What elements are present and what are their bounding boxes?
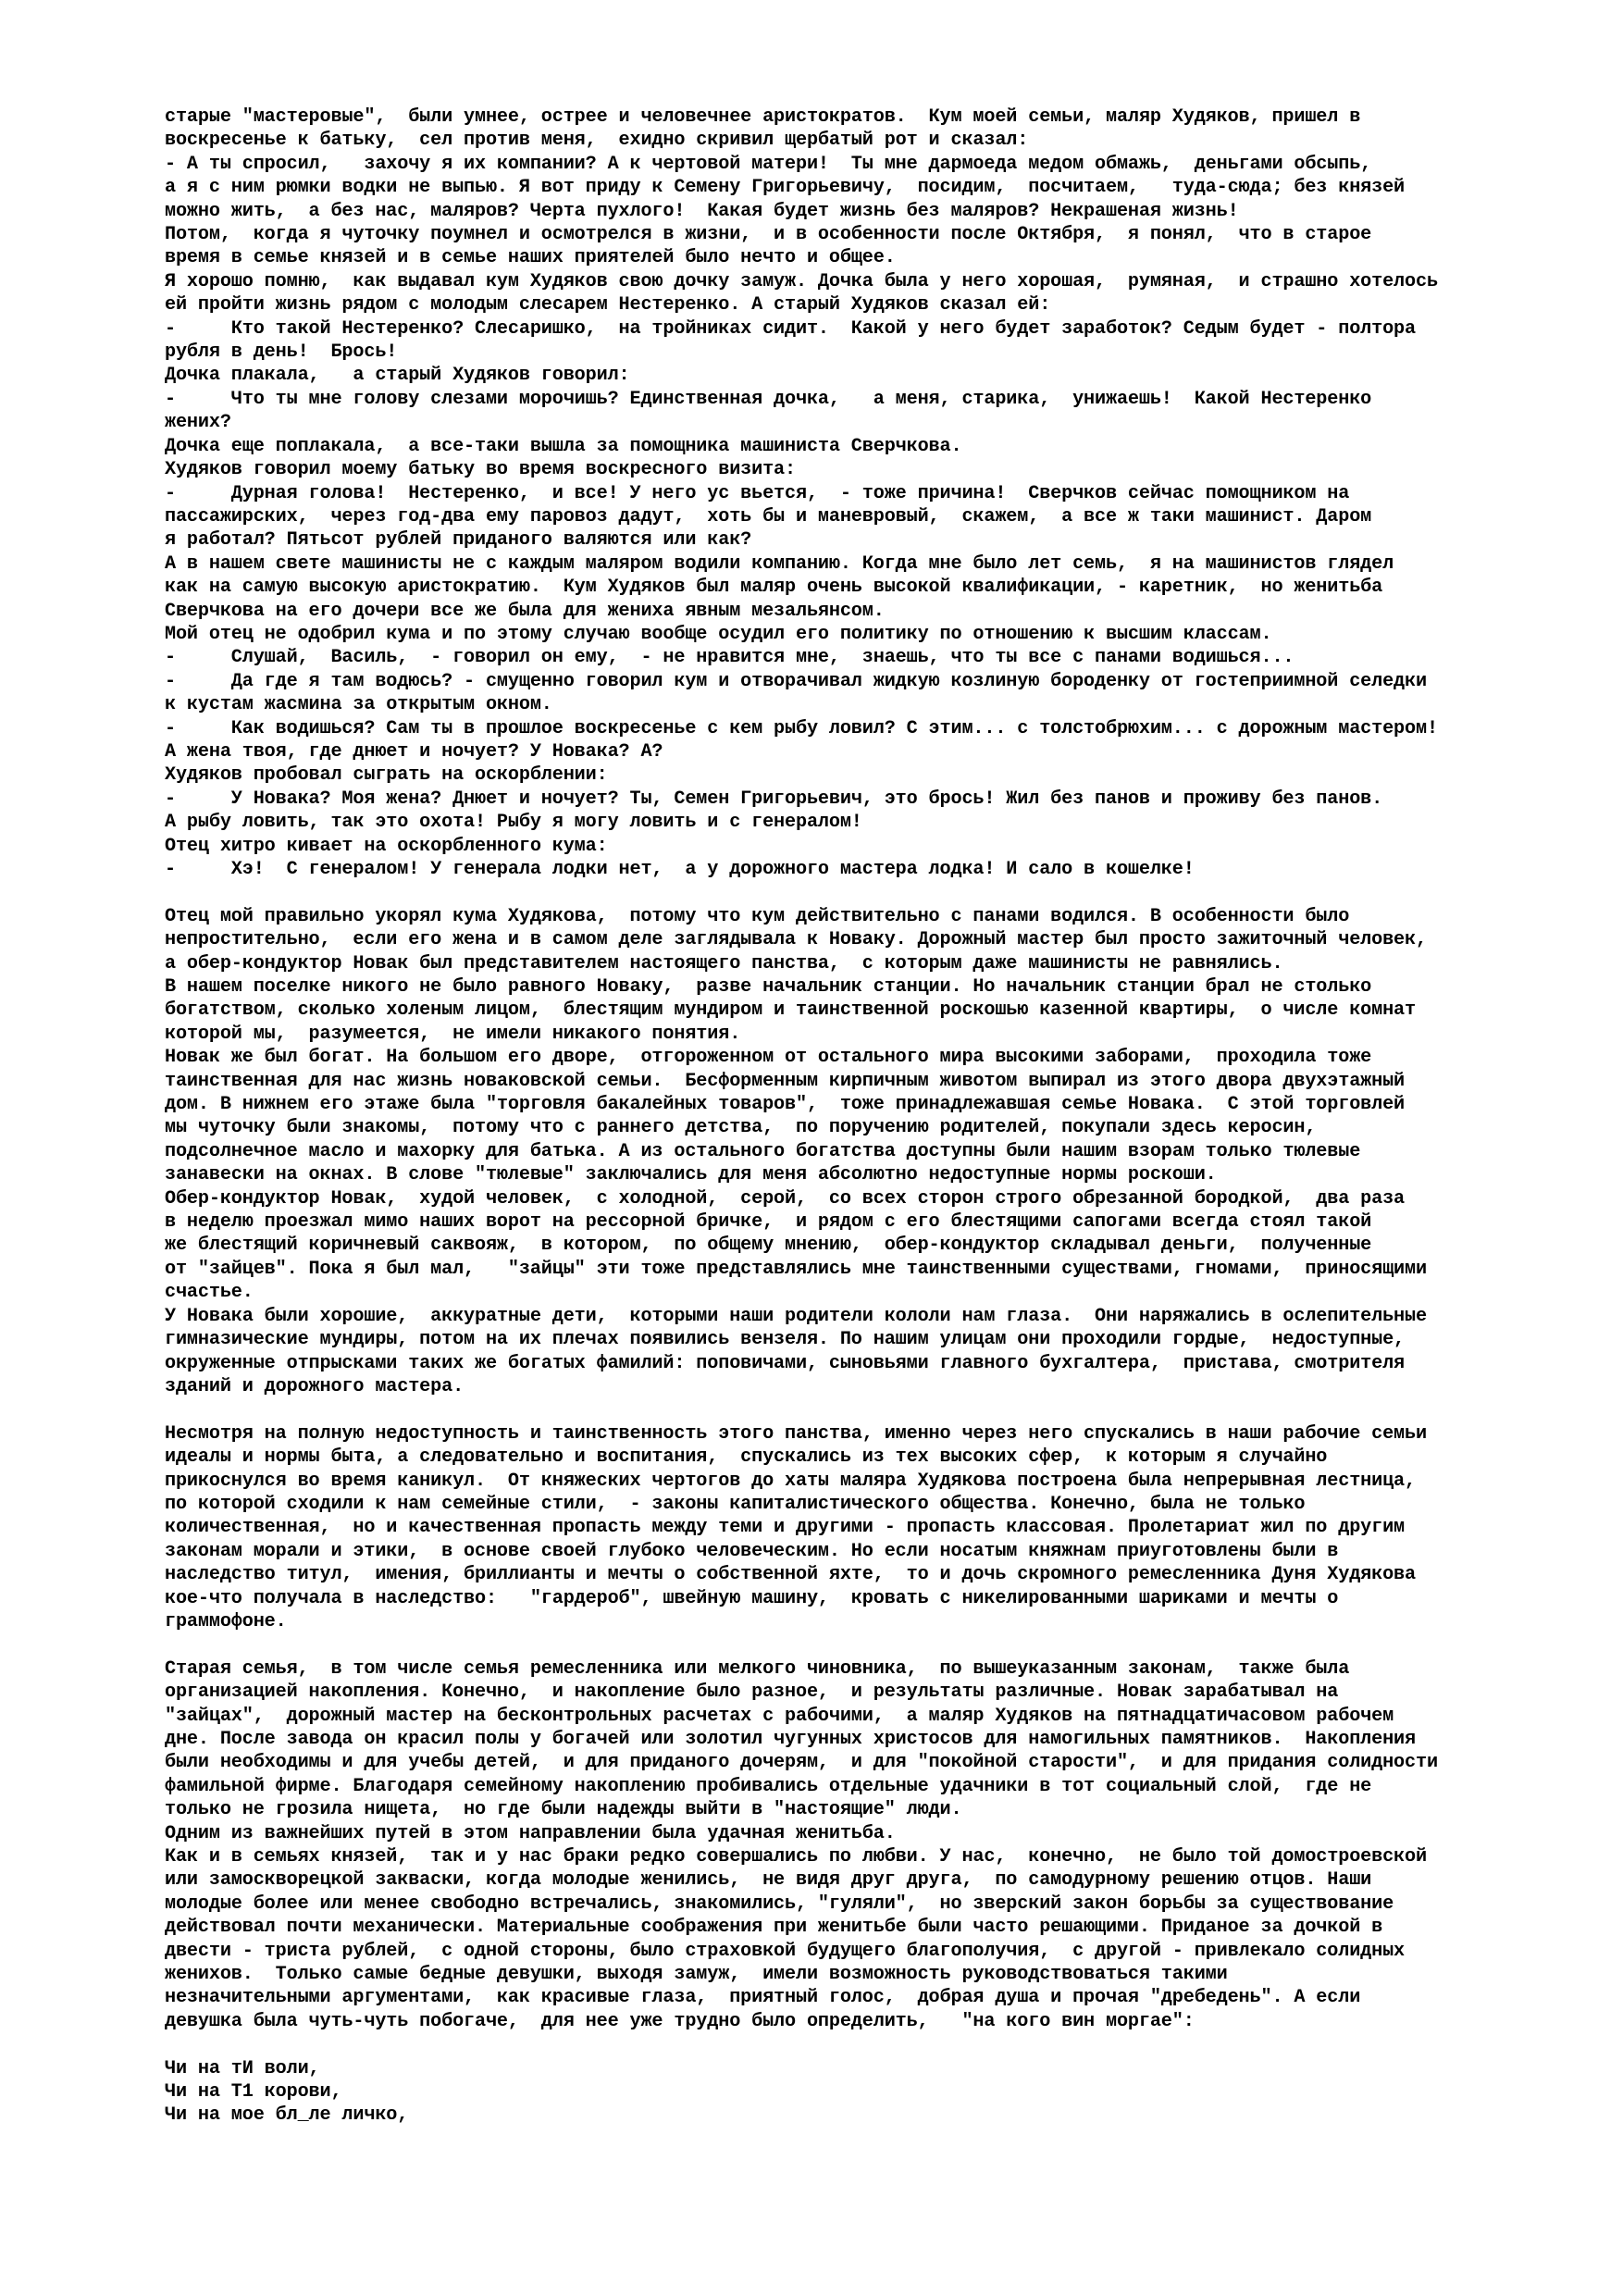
text-line: молодые более или менее свободно встречались, знакомились, "гуляли", но зверский закон борьбы за существование bbox=[165, 1893, 1394, 1915]
text-line: Сверчкова на его дочери все же была для жениха явным мезальянсом. bbox=[165, 600, 885, 622]
text-line: У Новака были хорошие, аккуратные дети, которыми наши родители кололи нам глаза. Они наряжались в ослепительные bbox=[165, 1305, 1427, 1327]
text-line: граммофоне. bbox=[165, 1610, 287, 1632]
text-line: Отец хитро кивает на оскорбленного кума: bbox=[165, 835, 608, 857]
text-line: окруженные отпрысками таких же богатых фамилий: поповичами, сыновьями главного бухгалтера, пристава, смотрителя bbox=[165, 1352, 1406, 1374]
text-line: Обер-кондуктор Новак, худой человек, с холодной, серой, со всех сторон строго обрезанной бородкой, два раза bbox=[165, 1187, 1406, 1210]
text-line: Худяков пробовал сыграть на оскорблении: bbox=[165, 764, 608, 787]
text-line: старые "мастеровые", были умнее, острее и человечнее аристократов. Кум моей семьи, маляр Худяков, пришел в bbox=[165, 106, 1361, 128]
text-line: в неделю проезжал мимо наших ворот на рессорной бричке, и рядом с его блестящими сапогами всегда стоял такой bbox=[165, 1211, 1372, 1234]
text-line: по которой сходили к нам семейные стили, - законы капиталистического общества. Конечно, была не только bbox=[165, 1493, 1306, 1515]
text-line: время в семье князей и в семье наших приятелей было нечто и общее. bbox=[165, 247, 896, 269]
text-line: Дочка плакала, а старый Худяков говорил: bbox=[165, 365, 630, 387]
text-line: Дочка еще поплакала, а все-таки вышла за помощника машиниста Сверчкова. bbox=[165, 435, 962, 457]
text-line: гимназические мундиры, потом на их плечах появились вензеля. По нашим улицам они проходили гордые, недоступные, bbox=[165, 1329, 1406, 1351]
text-line: идеалы и нормы быта, а следовательно и воспитания, спускались из тех высоких сфер, к которым я случайно bbox=[165, 1446, 1328, 1469]
text-line: или замоскворецкой закваски, когда молодые женились, не видя друг друга, по самодурному решению отцов. Наши bbox=[165, 1869, 1372, 1892]
text-line: - Дурная голова! Нестеренко, и все! У него ус вьется, - тоже причина! Сверчков сейчас помощником на bbox=[165, 482, 1350, 504]
text-line: - Что ты мне голову слезами морочишь? Единственная дочка, а меня, старика, унижаешь! Какой Нестеренко bbox=[165, 388, 1372, 410]
text-line: кое-что получала в наследство: "гардероб", швейную машину, кровать с никелированными шариками и мечты о bbox=[165, 1587, 1339, 1609]
text-line: к кустам жасмина за открытым окном. bbox=[165, 694, 552, 716]
text-line: рубля в день! Брось! bbox=[165, 341, 398, 364]
blank-line bbox=[165, 2033, 1553, 2056]
text-line: - Кто такой Нестеренко? Слесаришко, на тройниках сидит. Какой у него будет заработок? Седым будет - полтора bbox=[165, 317, 1416, 340]
blank-line bbox=[165, 881, 1553, 904]
text-line: наследство титул, имения, бриллианты и мечты о собственной яхте, то и дочь скромного ремесленника Дуня Худякова bbox=[165, 1564, 1416, 1586]
text-line: законам морали и этики, в основе своей глубоко человеческим. Но если носатым княжнам приуготовлены были в bbox=[165, 1540, 1339, 1562]
text-line: Как и в семьях князей, так и у нас браки редко совершались по любви. У нас, конечно, не было той домостроевской bbox=[165, 1846, 1427, 1868]
text-line: пассажирских, через год-два ему паровоз дадут, хоть бы и маневровый, скажем, а все ж таки машинист. Даром bbox=[165, 505, 1372, 527]
text-line: количественная, но и качественная пропасть между теми и другими - пропасть классовая. Пролетариат жил по другим bbox=[165, 1517, 1406, 1539]
text-line: же блестящий коричневый саквояж, в котором, по общему мнению, обер-кондуктор складывал деньги, полученные bbox=[165, 1235, 1372, 1257]
text-line: были необходимы и для учебы детей, и для приданого дочерям, и для "покойной старости", и для придания солидности bbox=[165, 1752, 1438, 1774]
text-line: Новак же был богат. На большом его дворе, отгороженном от остального мира высокими заборами, проходила тоже bbox=[165, 1047, 1372, 1069]
text-line: - У Новака? Моя жена? Днюет и ночует? Ты, Семен Григорьевич, это брось! Жил без панов и проживу без панов. bbox=[165, 788, 1383, 810]
text-line: - Да где я там водюсь? - смущенно говорил кум и отворачивал жидкую козлиную бороденку от гостеприимной селедки bbox=[165, 670, 1427, 692]
text-line: как на самую высокую аристократию. Кум Худяков был маляр очень высокой квалификации, - каретник, но женитьба bbox=[165, 577, 1383, 599]
text-line: только не грозила нищета, но где были надежды выйти в "настоящие" люди. bbox=[165, 1799, 962, 1821]
text-line: таинственная для нас жизнь новаковской семьи. Бесформенным кирпичным животом выпирал из этого двора двухэтажный bbox=[165, 1070, 1406, 1092]
blank-line bbox=[165, 1633, 1553, 1657]
text-line: В нашем поселке никого не было равного Новаку, разве начальник станции. Но начальник станции брал не столько bbox=[165, 976, 1372, 999]
text-line: Потом, когда я чуточку поумнел и осмотрелся в жизни, и в особенности после Октября, я понял, что в старое bbox=[165, 224, 1372, 246]
text-line: А в нашем свете машинисты не с каждым маляром водили компанию. Когда мне было лет семь, я на машинистов глядел bbox=[165, 552, 1394, 575]
text-line: зданий и дорожного мастера. bbox=[165, 1375, 465, 1397]
blank-line bbox=[165, 1398, 1553, 1421]
text-line: Несмотря на полную недоступность и таинственность этого панства, именно через него спускались в наши рабочие семьи bbox=[165, 1422, 1427, 1445]
text-line: дом. В нижнем его этаже была "торговля бакалейных товаров", тоже принадлежавшая семье Новака. С этой торговлей bbox=[165, 1094, 1406, 1116]
text-line: Худяков говорил моему батьку во время воскресного визита: bbox=[165, 459, 796, 481]
text-line: Я хорошо помню, как выдавал кум Худяков свою дочку замуж. Дочка была у него хорошая, румяная, и страшно хотелось bbox=[165, 270, 1438, 292]
text-line: занавески на окнах. В слове "тюлевые" заключались для меня абсолютно недоступные нормы роскоши. bbox=[165, 1164, 1217, 1186]
text-line: жених? bbox=[165, 412, 231, 434]
text-line: Одним из важнейших путей в этом направлении была удачная женитьба. bbox=[165, 1822, 896, 1844]
text-line: А рыбу ловить, так это охота! Рыбу я могу ловить и с генералом! bbox=[165, 812, 862, 834]
document-page bbox=[165, 105, 1553, 2128]
text-line: мы чуточку были знакомы, потому что с раннего детства, по поручению родителей, покупали здесь керосин, bbox=[165, 1117, 1317, 1139]
text-line: дне. После завода он красил полы у богачей или золотил чугунных христосов для намогильных памятников. Накопления bbox=[165, 1728, 1416, 1750]
text-line: - А ты спросил, захочу я их компании? А к чертовой матери! Ты мне дармоеда медом обмажь, деньгами обсыпь, bbox=[165, 153, 1372, 175]
text-line: А жена твоя, где днюет и ночует? У Новака? А? bbox=[165, 740, 663, 763]
text-line: "зайцах", дорожный мастер на бесконтрольных расчетах с рабочими, а маляр Худяков на пятнадцатичасовом рабочем bbox=[165, 1705, 1394, 1727]
text-line: а обер-кондуктор Новак был представителем настоящего панства, с которым даже машинисты не равнялись. bbox=[165, 952, 1283, 974]
text-line: а я с ним рюмки водки не выпью. Я вот приду к Семену Григорьевичу, посидим, посчитаем, туда-сюда; без князей bbox=[165, 177, 1406, 199]
text-line: Отец мой правильно укорял кума Худякова, потому что кум действительно с панами водился. В особенности было bbox=[165, 905, 1350, 927]
text-line: которой мы, разумеется, не имели никакого понятия. bbox=[165, 1023, 741, 1045]
text-line: незначительными аргументами, как красивые глаза, приятный голос, добрая душа и прочая "дребедень". А если bbox=[165, 1987, 1361, 2009]
text-line: непростительно, если его жена и в самом деле заглядывала к Новаку. Дорожный мастер был просто зажиточный человек, bbox=[165, 929, 1427, 951]
text-line: девушка была чуть-чуть побогаче, для нее уже трудно было определить, "на кого вин моргае": bbox=[165, 2010, 1195, 2032]
text-line: Чи на мое бл_ле личко, bbox=[165, 2104, 409, 2127]
text-line: женихов. Только самые бедные девушки, выходя замуж, имели возможность руководствоваться такими bbox=[165, 1964, 1228, 1986]
text-line: действовал почти механически. Материальные соображения при женитьбе были часто решающими. Приданое за дочкой в bbox=[165, 1917, 1383, 1939]
text-line: организацией накопления. Конечно, и накопление было разное, и результаты различные. Новак зарабатывал на bbox=[165, 1682, 1339, 1704]
text-line: от "зайцев". Пока я был мал, "зайцы" эти тоже представлялись мне таинственными существами, гномами, приносящими bbox=[165, 1258, 1427, 1280]
text-line: Чи на Т1 корови, bbox=[165, 2081, 342, 2104]
text-line: счастье. bbox=[165, 1282, 254, 1304]
text-line: фамильной фирме. Благодаря семейному накоплению пробивались отдельные удачники в тот социальный слой, где не bbox=[165, 1775, 1372, 1797]
text-line: - Как водишься? Сам ты в прошлое воскресенье с кем рыбу ловил? С этим... с толстобрюхим... с дорожным мастером! bbox=[165, 717, 1438, 739]
text-line: подсолнечное масло и махорку для батька. А из остального богатства доступны были нашим взорам только тюлевые bbox=[165, 1140, 1361, 1162]
text-line: ей пройти жизнь рядом с молодым слесарем Нестеренко. А старый Худяков сказал ей: bbox=[165, 294, 1051, 316]
text-line: - Слушай, Василь, - говорил он ему, - не нравится мне, знаешь, что ты все с панами водишься... bbox=[165, 647, 1295, 669]
text-line: Мой отец не одобрил кума и по этому случаю вообще осудил его политику по отношению к высшим классам. bbox=[165, 623, 1272, 645]
text-line: богатством, сколько холеным лицом, блестящим мундиром и таинственной роскошью казенной квартиры, о числе комнат bbox=[165, 999, 1416, 1022]
text-line: я работал? Пятьсот рублей приданого валяются или как? bbox=[165, 529, 752, 552]
text-line: прикоснулся во время каникул. От княжеских чертогов до хаты маляра Худякова построена была непрерывная лестница, bbox=[165, 1470, 1416, 1492]
text-line: двести - триста рублей, с одной стороны, было страховкой будущего благополучия, с другой - привлекало солидных bbox=[165, 1940, 1406, 1962]
text-line: Чи на тИ воли, bbox=[165, 2057, 320, 2079]
text-line: можно жить, а без нас, маляров? Черта пухлого! Какая будет жизнь без маляров? Некрашеная жизнь! bbox=[165, 200, 1239, 222]
text-line: воскресенье к батьку, сел против меня, ехидно скривил щербатый рот и сказал: bbox=[165, 130, 1029, 152]
text-line: Старая семья, в том числе семья ремесленника или мелкого чиновника, по вышеуказанным законам, также была bbox=[165, 1657, 1350, 1680]
text-line: - Хэ! С генералом! У генерала лодки нет, а у дорожного мастера лодка! И сало в кошелке! bbox=[165, 859, 1195, 880]
